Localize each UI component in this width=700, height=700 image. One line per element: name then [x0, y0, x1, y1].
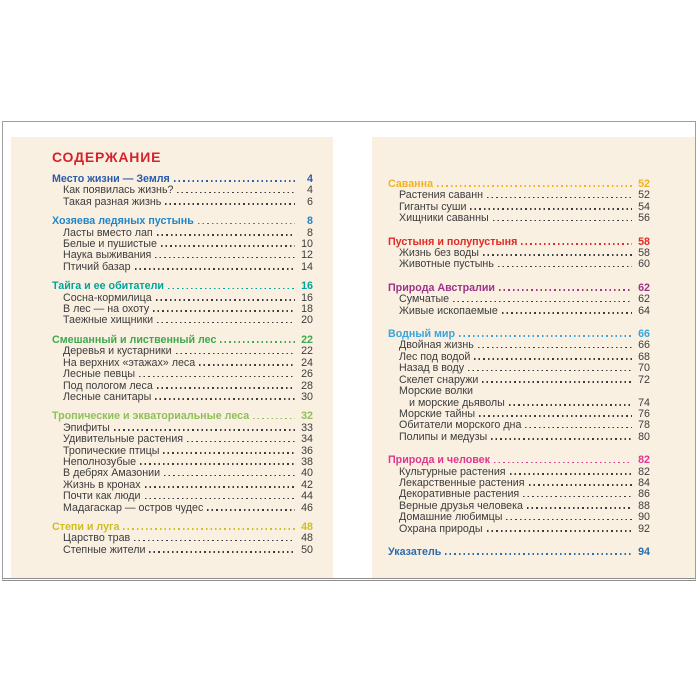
toc-section [388, 329, 650, 443]
page-number: 62 [638, 293, 650, 306]
item-label: Сосна-кормилица [63, 291, 152, 304]
dots-leader [161, 245, 295, 247]
item-label: Живые ископаемые [399, 304, 498, 317]
dots-leader [527, 507, 632, 509]
page-number: 58 [638, 247, 650, 260]
dots-leader [157, 322, 295, 324]
item-label: Жизнь без воды [399, 247, 479, 260]
page-number: 70 [638, 362, 650, 375]
dots-leader [155, 257, 295, 259]
item-label: В дебрях Амазонии [63, 467, 161, 480]
dots-leader [253, 418, 295, 420]
dots-leader [498, 266, 632, 268]
item-label: Птичий базар [63, 260, 131, 273]
item-label: и морские дьяволы [409, 396, 505, 409]
item-label: На верхних «этажах» леса [63, 356, 196, 369]
dots-leader [494, 462, 632, 464]
item-label: Растения саванн [399, 189, 484, 202]
item-label: Обитатели морского дна [399, 419, 522, 432]
item-label: Гиганты суши [399, 200, 467, 213]
item-label: Верные друзья человека [399, 499, 523, 512]
page-number: 26 [301, 368, 313, 381]
dots-leader [482, 381, 632, 383]
item-label: Удивительные растения [63, 433, 184, 446]
toc-item [52, 369, 313, 380]
dots-leader [453, 301, 632, 303]
section-title: Природа Австралии [388, 281, 495, 294]
section-title: Природа и человек [388, 454, 490, 467]
dots-leader [437, 185, 632, 187]
toc-section [388, 237, 650, 271]
page-number: 66 [638, 328, 650, 341]
page-number: 52 [638, 189, 650, 202]
book-spread [2, 121, 696, 581]
dots-leader [468, 370, 632, 372]
item-label: Таежные хищники [63, 314, 154, 327]
item-label: Деревья и кустарники [63, 345, 172, 358]
page-number: 16 [301, 291, 313, 304]
section-title: Степи и луга [52, 520, 120, 533]
dots-leader [157, 234, 295, 236]
page-number: 44 [301, 490, 313, 503]
item-label: Степные жители [63, 543, 146, 556]
item-label: Животные пустынь [399, 258, 494, 271]
page-number: 52 [638, 178, 650, 190]
dots-leader [134, 540, 295, 542]
dots-leader [156, 299, 295, 301]
item-label: Охрана природы [399, 522, 483, 535]
item-label: Почти как люди [63, 490, 141, 503]
item-label: Назад в воду [399, 362, 465, 375]
toc-item [52, 491, 313, 502]
dots-leader [139, 376, 295, 378]
dots-leader [506, 519, 632, 521]
dots-leader [199, 364, 295, 366]
page-number: 8 [307, 226, 313, 239]
dots-leader [155, 398, 295, 400]
page-number: 40 [301, 467, 313, 480]
page-number: 22 [301, 345, 313, 358]
toc-section [388, 547, 650, 558]
page-number: 42 [301, 478, 313, 491]
section-title: Указатель [388, 545, 442, 558]
dots-leader [479, 415, 632, 417]
toc-section [388, 455, 650, 535]
dots-leader [149, 551, 295, 553]
page-number: 50 [301, 543, 313, 556]
toc-item [52, 197, 313, 208]
page-number: 36 [301, 444, 313, 457]
page-number: 62 [638, 281, 650, 294]
page-number: 18 [301, 303, 313, 316]
item-label: Лекарственные растения [399, 476, 525, 489]
page-number: 32 [301, 410, 313, 423]
item-label: Такая разная жизнь [63, 195, 162, 208]
right-page [372, 137, 695, 578]
page-number: 58 [638, 235, 650, 248]
page-number: 82 [638, 454, 650, 467]
dots-leader [198, 223, 295, 225]
toc-item [388, 294, 650, 305]
page-number: 16 [301, 280, 313, 293]
dots-leader [499, 289, 632, 291]
toc-item [388, 259, 650, 270]
page-number: 80 [638, 430, 650, 443]
page-number: 24 [301, 356, 313, 369]
page-number: 34 [301, 433, 313, 446]
toc-section [388, 179, 650, 225]
toc-section [52, 281, 313, 327]
page-number: 68 [638, 350, 650, 363]
dots-leader [510, 473, 632, 475]
item-label: Как появилась жизнь? [63, 184, 174, 197]
dots-leader [487, 197, 632, 199]
item-label: Хищники саванны [399, 212, 489, 225]
item-label: Неполнозубые [63, 455, 137, 468]
dots-leader [521, 243, 632, 245]
dots-leader [123, 528, 295, 530]
dots-leader [491, 438, 632, 440]
page-number: 72 [638, 373, 650, 386]
toc-section-heading [388, 455, 650, 466]
page-number: 74 [638, 396, 650, 409]
page-number: 48 [301, 520, 313, 533]
dots-leader [168, 288, 295, 290]
dots-leader [474, 358, 632, 360]
page-number: 82 [638, 465, 650, 478]
section-title: Смешанный и лиственный лес [52, 333, 217, 346]
dots-leader [470, 208, 632, 210]
toc-section-heading [388, 547, 650, 558]
page-number: 20 [301, 314, 313, 327]
toc-item [52, 346, 313, 357]
item-label: Двойная жизнь [399, 339, 474, 352]
toc-section [388, 283, 650, 317]
page-number: 14 [301, 260, 313, 273]
item-label: Эпифиты [63, 421, 110, 434]
page-number: 56 [638, 212, 650, 225]
dots-leader [525, 427, 632, 429]
dots-leader [177, 192, 295, 194]
dots-leader [145, 486, 295, 488]
toc-item [388, 363, 650, 374]
toc-item [52, 545, 313, 556]
page-number: 38 [301, 455, 313, 468]
page-title: СОДЕРЖАНИЕ [52, 149, 162, 165]
page-number: 66 [638, 339, 650, 352]
toc-item [52, 315, 313, 326]
dots-leader [174, 180, 295, 182]
page-number: 22 [301, 333, 313, 346]
toc-item [388, 524, 650, 535]
page-number: 33 [301, 421, 313, 434]
toc-item [52, 392, 313, 403]
dots-leader [114, 429, 295, 431]
left-page [11, 137, 333, 578]
dots-leader [445, 553, 632, 555]
item-label: Домашние любимцы [399, 511, 503, 524]
item-label: Скелет снаружи [399, 373, 479, 386]
toc-section [52, 522, 313, 556]
page-number: 64 [638, 304, 650, 317]
page-number: 30 [301, 390, 313, 403]
toc-item [388, 386, 650, 397]
dots-leader [459, 335, 632, 337]
dots-leader [478, 347, 632, 349]
section-title: Место жизни — Земля [52, 173, 170, 185]
dots-leader [140, 463, 295, 465]
item-label: Лесные певцы [63, 368, 136, 381]
page-number: 90 [638, 511, 650, 524]
page-number: 28 [301, 379, 313, 392]
item-label: Под пологом леса [63, 379, 153, 392]
item-label: Ласты вместо лап [63, 226, 153, 239]
toc-item [388, 512, 650, 523]
toc-section [52, 411, 313, 514]
dots-leader [509, 404, 632, 406]
toc-item [52, 434, 313, 445]
dots-leader [153, 310, 295, 312]
dots-leader [164, 475, 295, 477]
toc-item [52, 262, 313, 273]
toc-item [52, 503, 313, 514]
dots-leader [529, 484, 632, 486]
dots-leader [135, 268, 295, 270]
section-title: Саванна [388, 178, 434, 190]
toc-section [52, 335, 313, 403]
item-label: Лесные санитары [63, 390, 152, 403]
dots-leader [493, 220, 632, 222]
page-number: 76 [638, 407, 650, 420]
page-number: 12 [301, 249, 313, 262]
toc-section [52, 216, 313, 273]
page-number: 86 [638, 488, 650, 501]
toc-section [52, 174, 313, 208]
page-number: 8 [307, 215, 313, 228]
page-number: 10 [301, 238, 313, 251]
toc-item [388, 306, 650, 317]
page-number: 6 [307, 195, 313, 208]
item-label: Декоративные растения [399, 488, 520, 501]
dots-leader [165, 203, 295, 205]
item-label: Сумчатые [399, 293, 450, 306]
toc-left-column [52, 174, 313, 556]
item-label: Жизнь в кронах [63, 478, 141, 491]
page-number: 78 [638, 419, 650, 432]
dots-leader [187, 441, 295, 443]
dots-leader [502, 312, 632, 314]
dots-leader [220, 341, 295, 343]
item-label: Царство трав [63, 532, 131, 545]
page-number: 92 [638, 522, 650, 535]
page-number: 46 [301, 501, 313, 514]
section-title: Хозяева ледяных пустынь [52, 215, 194, 228]
toc-section-heading [52, 216, 313, 227]
dots-leader [163, 452, 295, 454]
page-number: 48 [301, 532, 313, 545]
page-number: 84 [638, 476, 650, 489]
dots-leader [487, 530, 632, 532]
dots-leader [157, 387, 295, 389]
page-number: 4 [307, 173, 313, 185]
item-label: В лес — на охоту [63, 303, 150, 316]
section-title: Водный мир [388, 328, 456, 341]
dots-leader [145, 498, 295, 500]
item-label: Белые и пушистые [63, 238, 157, 251]
item-label: Морские тайны [399, 407, 476, 420]
dots-leader [176, 353, 295, 355]
toc-item [388, 420, 650, 431]
item-label: Тропические птицы [63, 444, 160, 457]
item-label: Лес под водой [399, 350, 471, 363]
toc-item [388, 432, 650, 443]
item-label: Полипы и медузы [399, 430, 488, 443]
item-label: Мадагаскар — остров чудес [63, 501, 204, 514]
toc-section-heading [52, 411, 313, 422]
dots-leader [483, 254, 632, 256]
page-number: 94 [638, 545, 650, 558]
section-title: Тропические и экваториальные леса [52, 410, 250, 423]
page-number: 54 [638, 200, 650, 213]
item-label: Морские волки [399, 385, 473, 398]
dots-leader [207, 509, 295, 511]
item-label: Культурные растения [399, 465, 506, 478]
toc-section-heading [52, 281, 313, 292]
section-title: Тайга и ее обитатели [52, 280, 164, 293]
item-label: Наука выживания [63, 249, 152, 262]
toc-right-column [388, 179, 650, 558]
dots-leader [523, 496, 632, 498]
page-number: 60 [638, 258, 650, 271]
page-number: 88 [638, 499, 650, 512]
toc-item [388, 213, 650, 224]
page-number: 4 [307, 184, 313, 197]
section-title: Пустыня и полупустыня [388, 235, 518, 248]
